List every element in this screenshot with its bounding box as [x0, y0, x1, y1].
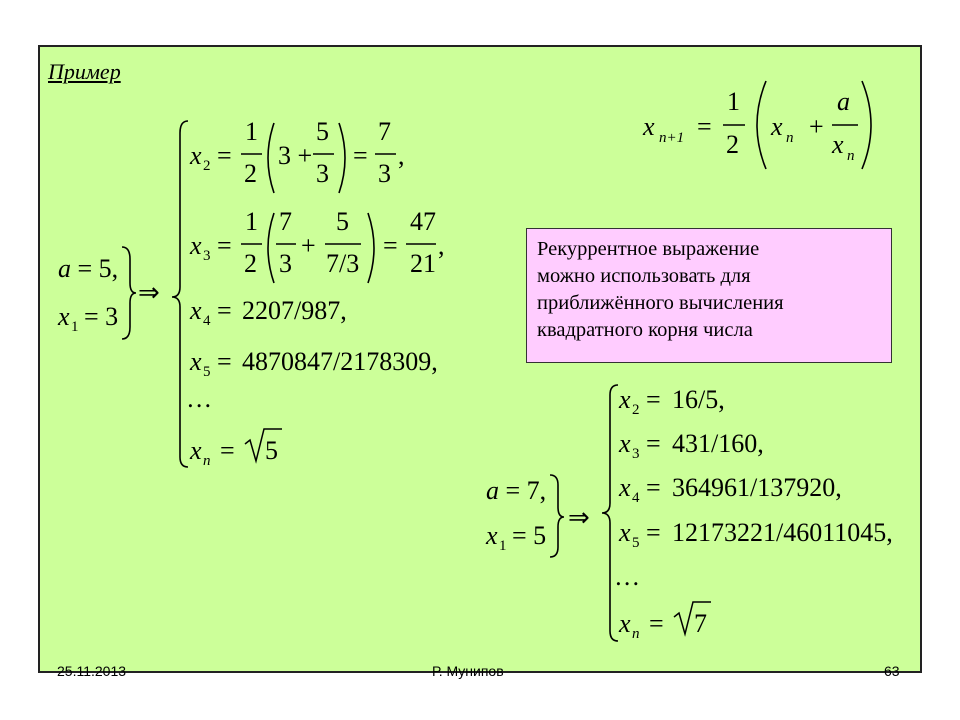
svg-text:2207/987,: 2207/987,: [242, 296, 347, 325]
svg-text:x: x: [190, 231, 202, 260]
svg-text:x: x: [190, 141, 202, 170]
svg-text:n: n: [203, 453, 211, 469]
svg-text:=: =: [646, 385, 661, 414]
svg-text:3: 3: [316, 159, 329, 188]
svg-text:+: +: [809, 112, 824, 141]
note-line: Рекуррентное выражение: [537, 238, 760, 260]
slide: [38, 45, 922, 673]
footer-author: Р. Мунипов: [432, 663, 504, 679]
svg-text:3: 3: [279, 249, 292, 278]
svg-text:x: x: [619, 518, 631, 547]
example1-x3: [189, 207, 445, 283]
svg-text:3: 3: [378, 159, 391, 188]
svg-text:2: 2: [203, 158, 211, 174]
svg-text:5: 5: [316, 117, 329, 146]
example2-initial: [485, 475, 590, 557]
svg-text:=: =: [217, 231, 232, 260]
svg-text:5: 5: [632, 535, 640, 551]
svg-text:3: 3: [632, 446, 640, 462]
svg-text:x: x: [190, 436, 202, 465]
svg-text:21: 21: [410, 249, 436, 278]
example1-limit: [189, 429, 282, 469]
svg-text:=: =: [353, 141, 368, 170]
example2-x2: [618, 385, 725, 418]
svg-text:2: 2: [726, 130, 739, 159]
svg-text:2: 2: [632, 402, 640, 418]
svg-text:a = 7,: a = 7,: [486, 476, 547, 505]
svg-text:a: a: [837, 87, 850, 116]
recurrence-formula: [642, 81, 871, 169]
svg-text:=: =: [217, 296, 232, 325]
svg-text:16/5,: 16/5,: [672, 385, 725, 414]
example1-system-brace: [172, 121, 188, 467]
svg-text:+: +: [301, 231, 316, 260]
note-line: квадратного корня числа: [537, 319, 753, 341]
example1-x2: [189, 117, 405, 193]
svg-text:x: x: [619, 609, 631, 638]
svg-text:x: x: [190, 347, 202, 376]
example2-limit: [618, 602, 711, 642]
svg-text:n: n: [632, 626, 640, 642]
example2-x5: [618, 518, 893, 551]
svg-text:1: 1: [245, 117, 258, 146]
svg-text:5: 5: [265, 436, 278, 465]
svg-text:3: 3: [203, 248, 211, 264]
svg-text:x: x: [619, 429, 631, 458]
svg-text:=: =: [646, 518, 661, 547]
svg-text:=: =: [646, 473, 661, 502]
svg-text:364961/137920,: 364961/137920,: [672, 473, 842, 502]
svg-text:7/3: 7/3: [326, 249, 360, 278]
svg-text:⇒: ⇒: [568, 503, 590, 532]
svg-text:1: 1: [71, 319, 79, 335]
svg-text:7: 7: [694, 609, 707, 638]
example1-x5: [189, 347, 438, 380]
svg-text:431/160,: 431/160,: [672, 429, 764, 458]
svg-text:a = 5,: a = 5,: [58, 254, 119, 283]
example2-x3: [618, 429, 764, 462]
example2-x4: [618, 473, 842, 506]
example2-ellipsis: …: [616, 562, 640, 591]
svg-text:,: ,: [398, 141, 405, 170]
svg-text:12173221/46011045,: 12173221/46011045,: [672, 518, 893, 547]
svg-text:2: 2: [244, 159, 257, 188]
svg-text:= 5: = 5: [512, 521, 547, 550]
svg-text:=: =: [646, 429, 661, 458]
svg-text:=: =: [697, 112, 712, 141]
svg-text:4: 4: [203, 313, 211, 329]
svg-text:5: 5: [336, 207, 349, 236]
svg-text:x: x: [190, 296, 202, 325]
svg-text:=: =: [383, 231, 398, 260]
svg-text:x: x: [832, 130, 844, 159]
svg-text:1: 1: [727, 87, 740, 116]
footer-date: 25.11.2013: [57, 663, 127, 679]
svg-text:x: x: [486, 521, 498, 550]
svg-text:⇒: ⇒: [138, 278, 160, 307]
svg-text:1: 1: [245, 207, 258, 236]
svg-text:n: n: [786, 130, 794, 146]
example1-ellipsis: …: [188, 384, 212, 413]
svg-text:=: =: [217, 141, 232, 170]
example-title: Пример: [48, 59, 121, 84]
svg-text:4870847/2178309,: 4870847/2178309,: [242, 347, 438, 376]
note-line: можно использовать для: [537, 265, 751, 287]
footer-page-number: 63: [884, 663, 900, 679]
note-line: приближённого вычисления: [537, 292, 784, 314]
svg-text:n: n: [847, 148, 855, 164]
svg-text:x: x: [619, 473, 631, 502]
example1-initial: [57, 247, 160, 339]
svg-text:= 3: = 3: [84, 302, 119, 331]
example2-system-brace: [602, 385, 618, 641]
example1-x4: [189, 296, 347, 329]
svg-text:x: x: [58, 302, 70, 331]
svg-text:5: 5: [203, 364, 211, 380]
svg-text:7: 7: [279, 207, 292, 236]
svg-text:=: =: [649, 609, 664, 638]
svg-text:1: 1: [499, 538, 507, 554]
svg-text:=: =: [220, 436, 235, 465]
svg-text:x: x: [619, 385, 631, 414]
svg-text:x: x: [771, 112, 783, 141]
svg-text:4: 4: [632, 490, 640, 506]
svg-text:=: =: [217, 347, 232, 376]
svg-text:2: 2: [244, 249, 257, 278]
note-box: [526, 228, 892, 363]
svg-text:,: ,: [438, 231, 445, 260]
svg-text:47: 47: [410, 207, 436, 236]
svg-text:7: 7: [378, 117, 391, 146]
svg-text:n+1: n+1: [659, 130, 685, 146]
svg-text:3 +: 3 +: [278, 141, 313, 170]
svg-text:x: x: [643, 112, 655, 141]
